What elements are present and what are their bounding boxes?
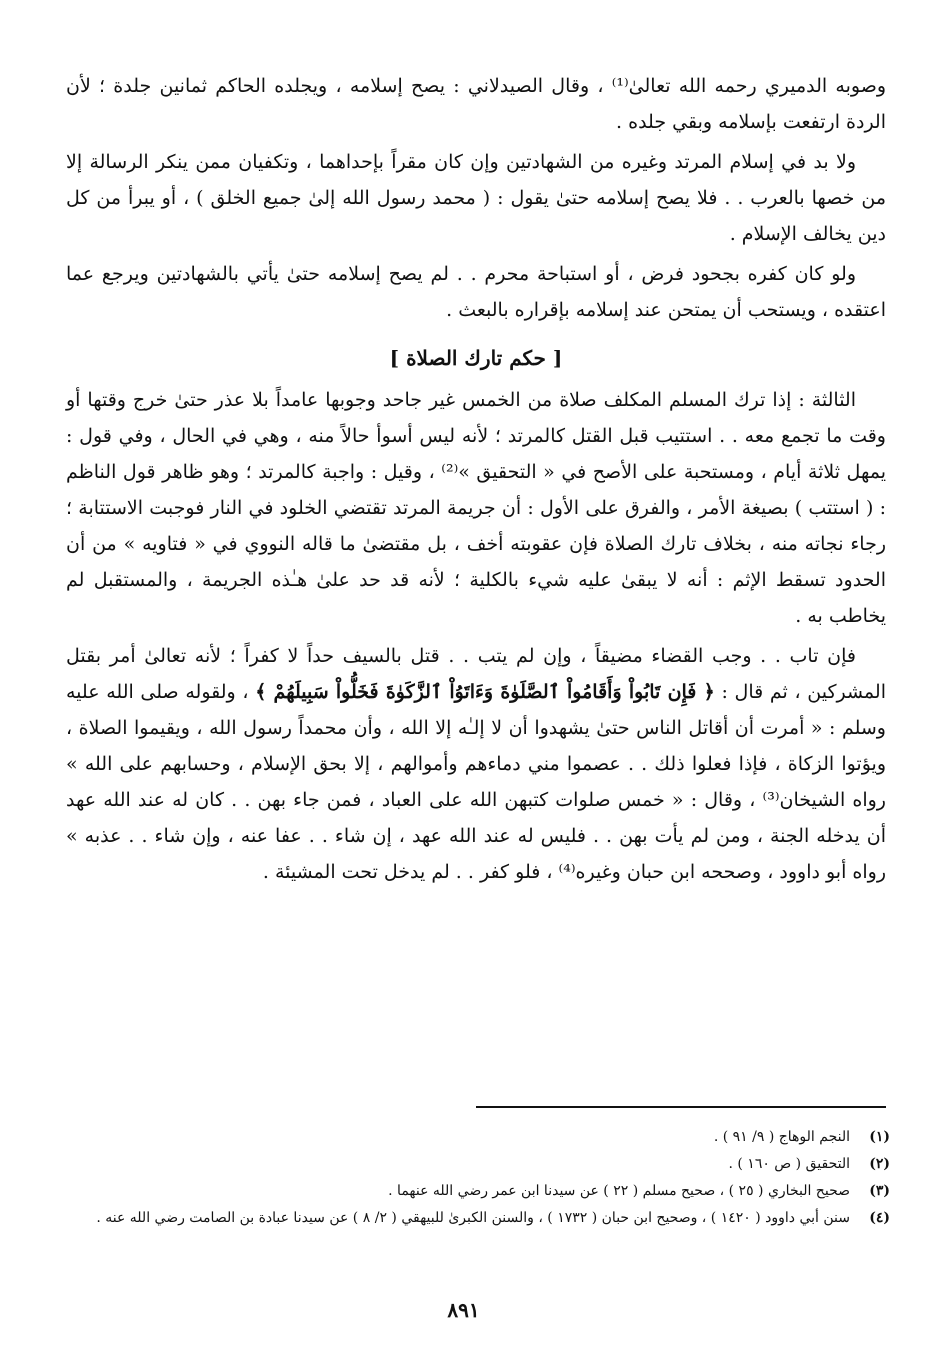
footnote-3 [66, 1178, 890, 1205]
paragraph-5-part-a: فإن تاب . . وجب القضاء مضيقاً ، وإن لم يتب . . قتل بالسيف حداً لا كفراً ؛ لأنه تعالىٰ أمر بقتل المشركين ، ثم قال : [66, 645, 886, 703]
section-heading: [ حكم تارك الصلاة ] [389, 346, 563, 370]
footnote-number: (٤) [869, 1210, 890, 1226]
paragraph-5-part-b: ، ولقوله صلى الله عليه وسلم : « أمرت أن أقاتل الناس حتىٰ يشهدوا أن لا إلـٰه إلا الله ، وأن محمداً رسول الله ، ويقيموا الصلاة ، ويؤتوا الزكاة ، فإذا فعلوا ذلك . . عصموا مني دماءهم وأموالهم ، إلا بحق الإسلام ، وحسابهم على الله » رواه الشيخان⁽³⁾ ، وقال : « خمس صلوات كتبهن الله على العباد ، فمن جاء بهن . . كان له عند الله عهد أن يدخله الجنة ، ومن لم يأت بهن . . فليس له عند الله عهد ، إن شاء . . عفا عنه ، وإن شاء . . عذبه » رواه أبو داوود ، وصححه ابن حبان وغيره⁽⁴⁾ ، فلو كفر . . لم يدخل تحت المشيئة . [66, 681, 886, 883]
footnote-number: (٣) [869, 1183, 890, 1199]
quran-verse: ﴿ فَإِن تَابُواْ وَأَقَامُواْ ٱلصَّلَوٰةَ وَءَاتَوُاْ ٱلزَّكَوٰةَ فَخَلُّواْ سَبِيلَهُمْ ﴾ [255, 681, 715, 703]
footnote-text: التحقيق ( ص ١٦٠ ) . [728, 1156, 850, 1172]
footnotes [66, 1124, 890, 1232]
paragraph-3: ولو كان كفره بجحود فرض ، أو استباحة محرم . . لم يصح إسلامه حتىٰ يأتي بالشهادتين ويرجع عما اعتقده ، ويستحب أن يمتحن عند إسلامه بإقراره بالبعث . [66, 263, 886, 321]
footnote-text: سنن أبي داوود ( ١٤٢٠ ) ، وصحيح ابن حبان ( ١٧٣٢ ) ، والسنن الكبرىٰ للبيهقي ( ٢/ ٨ ) عن سيدنا عبادة بن الصامت رضي الله عنه . [96, 1210, 850, 1226]
paragraph-2: ولا بد في إسلام المرتد وغيره من الشهادتين وإن كان مقراً بإحداهما ، وتكفيان ممن ينكر الرسالة إلا من خصها بالعرب . . فلا يصح إسلامه حتىٰ يقول : ( محمد رسول الله إلىٰ جميع الخلق ) ، أو يبرأ من كل دين يخالف الإسلام . [66, 151, 886, 245]
footnote-1 [66, 1124, 890, 1151]
paragraph-4: الثالثة : إذا ترك المسلم المكلف صلاة من الخمس غير جاحد وجوبها عامداً بلا عذر حتىٰ خرج وقتها أو وقت ما تجمع معه . . استتيب قبل القتل كالمرتد ؛ لأنه ليس أسوأ حالاً منه ، وهي في الحال ، وفي قول : يمهل ثلاثة أيام ، ومستحبة على الأصح في « التحقيق »⁽²⁾ ، وقيل : واجبة كالمرتد ؛ وهو ظاهر قول الناظم : ( استتب ) بصيغة الأمر ، والفرق على الأول : أن جريمة المرتد تقتضي الخلود في النار فوجبت الاستتابة ؛ رجاء نجاته منه ، بخلاف تارك الصلاة فإن عقوبته أخف ، بل مقتضىٰ ما قاله النووي في « فتاويه » من أن الحدود تسقط الإثم : أنه لا يبقىٰ عليه شيء بالكلية ؛ لأنه قد حد علىٰ هـٰذه الجريمة ، والمستقبل لم يخاطب به . [66, 389, 886, 627]
footnote-2 [66, 1151, 890, 1178]
footnote-4 [66, 1205, 890, 1232]
footnote-divider [476, 1106, 886, 1108]
paragraph-5 [66, 638, 886, 890]
paragraph-1: وصوبه الدميري رحمه الله تعالىٰ⁽¹⁾ ، وقال الصيدلاني : يصح إسلامه ، ويجلده الحاكم ثمانين جلدة ؛ لأن الردة ارتفعت بإسلامه وبقي جلده . [66, 75, 887, 133]
footnote-text: النجم الوهاج ( ٩/ ٩١ ) . [713, 1129, 850, 1145]
footnote-text: صحيح البخاري ( ٢٥ ) ، صحيح مسلم ( ٢٢ ) عن سيدنا ابن عمر رضي الله عنهما . [388, 1183, 850, 1199]
page-number: ٨٩١ [447, 1298, 480, 1322]
footnote-number: (٢) [869, 1156, 890, 1172]
main-text [66, 68, 886, 894]
footnote-number: (١) [869, 1129, 890, 1145]
